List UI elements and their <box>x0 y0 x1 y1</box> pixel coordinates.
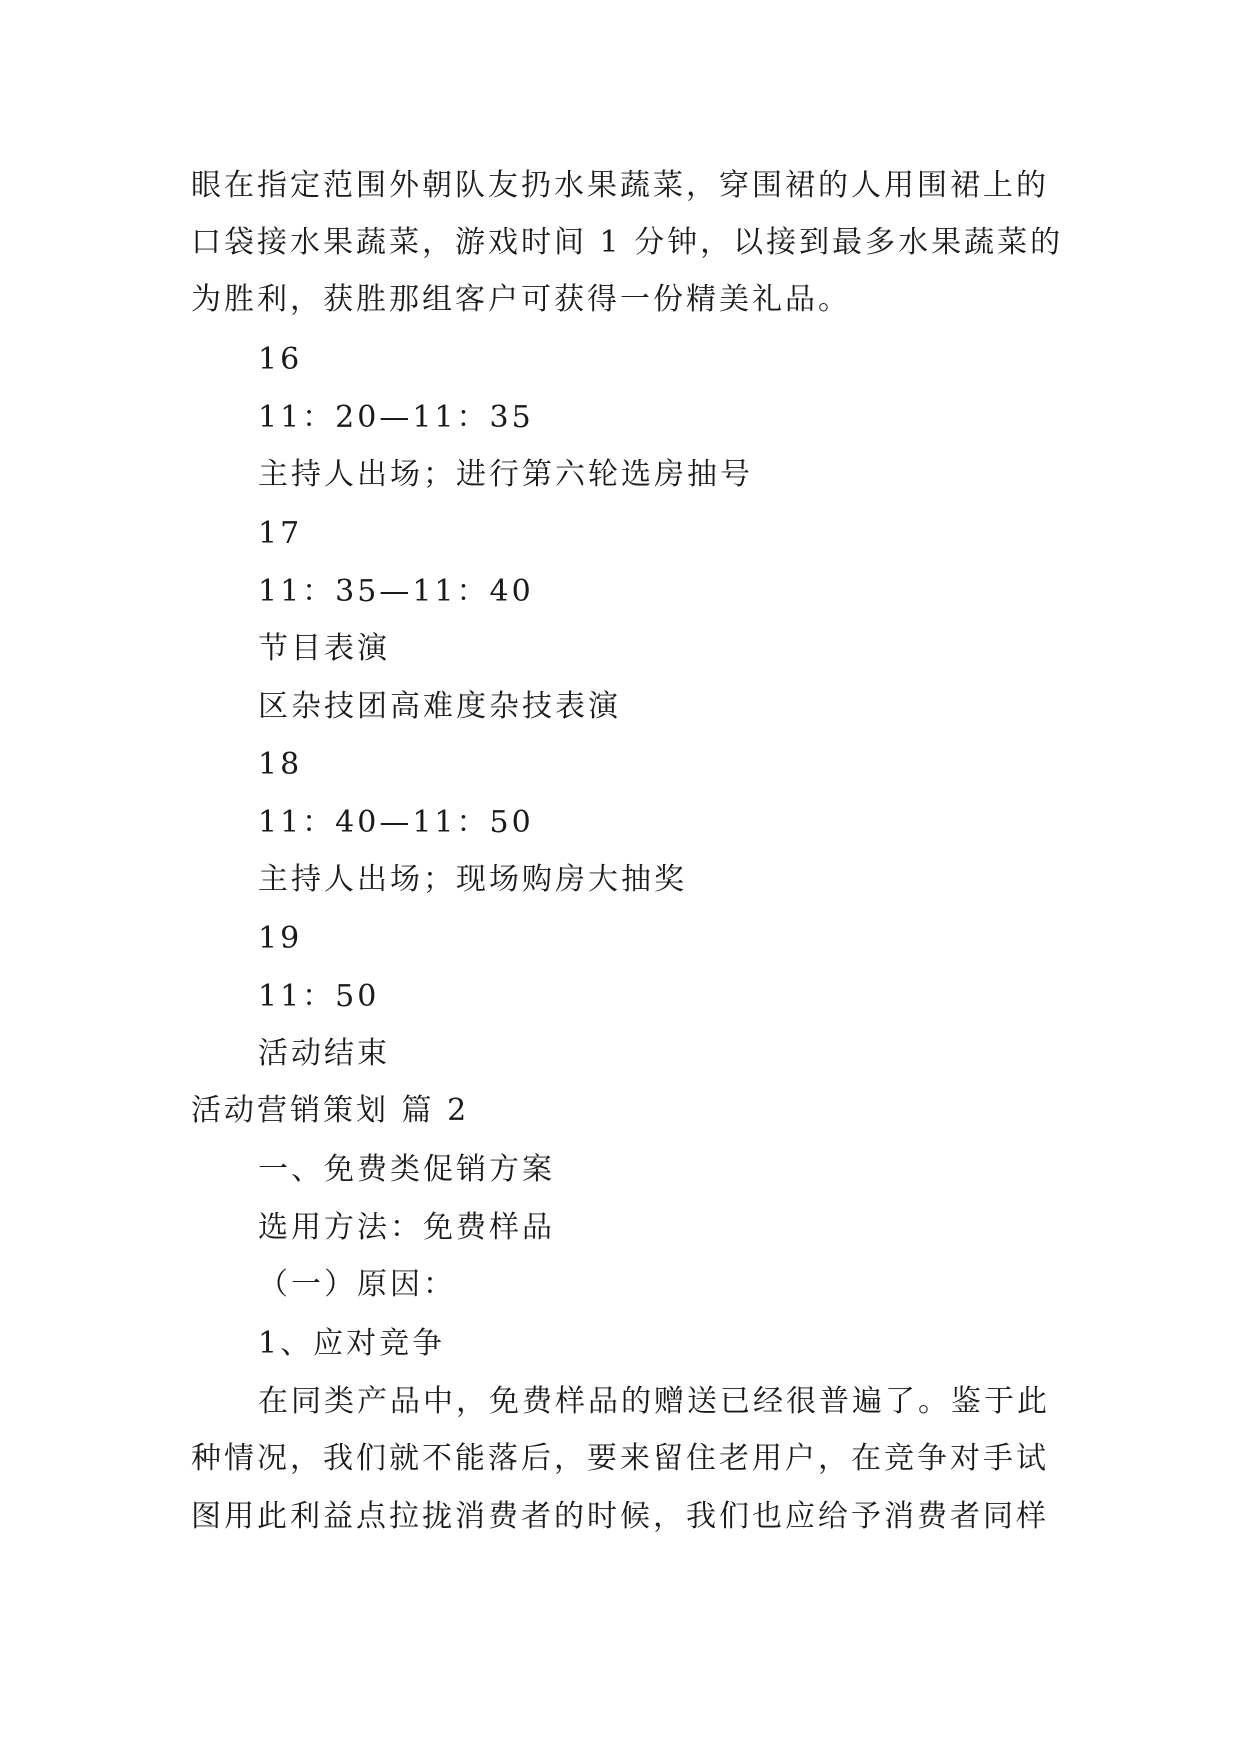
reason-heading: （一）原因： <box>258 1267 456 1302</box>
item-description: 活动结束 <box>258 1036 390 1071</box>
item-number: 18 <box>258 747 303 782</box>
body-text-line: 种情况，我们就不能落后，要来留住老用户，在竞争对手试 <box>191 1441 1049 1476</box>
section-title: 活动营销策划 篇 2 <box>191 1093 470 1128</box>
body-text-line: 为胜利，获胜那组客户可获得一份精美礼品。 <box>191 282 851 317</box>
item-number: 19 <box>258 921 303 956</box>
reason-title: 1、应对竞争 <box>258 1326 446 1361</box>
item-time: 11：20—11：35 <box>258 400 534 435</box>
item-time: 11：50 <box>258 979 380 1014</box>
body-text-line: 眼在指定范围外朝队友扔水果蔬菜，穿围裙的人用围裙上的 <box>191 168 1049 203</box>
item-description: 主持人出场；现场购房大抽奖 <box>258 862 687 897</box>
item-description: 主持人出场；进行第六轮选房抽号 <box>258 457 753 492</box>
heading: 一、免费类促销方案 <box>258 1152 555 1187</box>
body-text-line: 口袋接水果蔬菜，游戏时间 1 分钟，以接到最多水果蔬菜的 <box>191 225 1064 260</box>
item-number: 16 <box>258 342 303 377</box>
body-text-line: 在同类产品中，免费样品的赠送已经很普遍了。鉴于此 <box>258 1384 1050 1419</box>
method-text: 选用方法：免费样品 <box>258 1210 555 1245</box>
body-text-line: 图用此利益点拉拢消费者的时候，我们也应给予消费者同样 <box>191 1499 1049 1534</box>
item-number: 17 <box>258 516 303 551</box>
item-detail: 区杂技团高难度杂技表演 <box>258 689 621 724</box>
item-time: 11：35—11：40 <box>258 574 534 609</box>
item-description: 节目表演 <box>258 631 390 666</box>
item-time: 11：40—11：50 <box>258 805 534 840</box>
